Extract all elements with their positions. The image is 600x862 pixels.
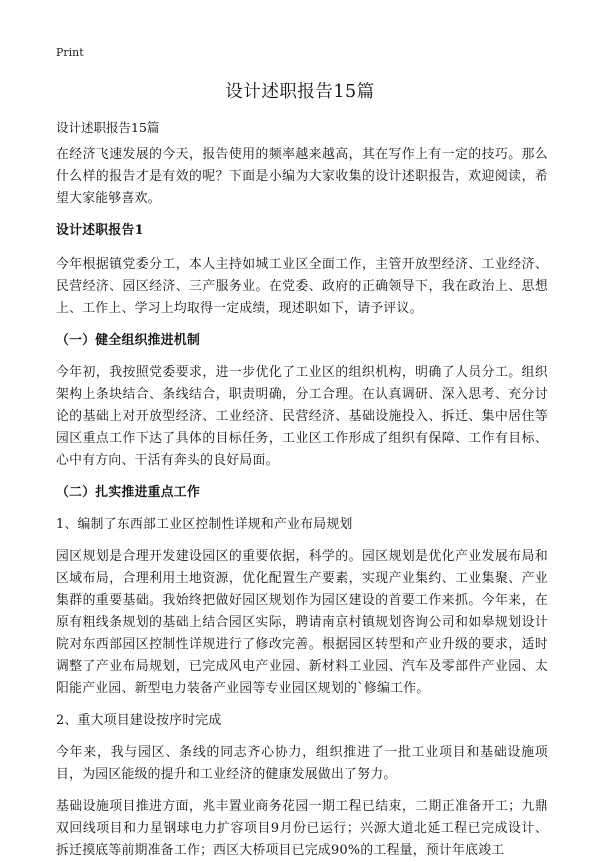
body-paragraph: 今年来，我与园区、条线的同志齐心协力，组织推进了一批工业项目和基础设施项目，为园区能级的提升和工业经济的健康发展做出了努力。	[56, 745, 548, 782]
subsection-heading: （一）健全组织推进机制	[56, 333, 201, 348]
document-body	[56, 144, 548, 862]
body-paragraph: 园区规划是合理开发建设园区的重要依据，科学的。园区规划是优化产业发展布局和区域布局，合理利用土地资源，优化配置生产要素，实现产业集约、工业集聚、产业集群的重要基础。我始终把做好园区规划作为园区建设的首要工作来抓。今年来，在原有粗线条规划的基础上结合园区实际，聘请南京村镇规划咨询公司和如皋规划设计院对东西部园区控制性详规进行了修改完善。根据园区转型和产业升级的要求，适时调整了产业布局规划，已完成风电产业园、新材料工业园、汽车及零部件产业园、太阳能产业园、新型电力装备产业园等专业园区规划的`修编工作。	[56, 549, 548, 696]
body-paragraph: 基础设施项目推进方面，兆丰置业商务花园一期工程已结束，二期正准备开工；九鼎双回线项目和力星钢球电力扩容项目9月份已运行；兴源大道北延工程已完成设计、拆迁摸底等前期准备工作；西区大桥项目已完成90%的工程量，预计年底竣工	[56, 799, 548, 858]
subsection-heading: （二）扎实推进重点工作	[56, 485, 201, 500]
document-subtitle: 设计述职报告15篇	[56, 120, 160, 135]
print-link[interactable]: Print	[56, 46, 84, 59]
section-heading: 设计述职报告1	[56, 223, 144, 238]
intro-paragraph: 在经济飞速发展的今天，报告使用的频率越来越高，其在写作上有一定的技巧。那么什么样的报告才是有效的呢？下面是小编为大家收集的设计述职报告，欢迎阅读，希望大家能够喜欢。	[56, 147, 548, 206]
list-item-title: 2、重大项目建设按序时完成	[56, 713, 222, 728]
page-title: 设计述职报告15篇	[225, 82, 375, 102]
body-paragraph: 今年根据镇党委分工，本人主持如城工业区全面工作，主管开放型经济、工业经济、民营经济、园区经济、三产服务业。在党委、政府的正确领导下，我在政治上、思想上、工作上、学习上均取得一定成绩，现述职如下，请予评议。	[56, 257, 548, 316]
body-paragraph: 今年初，我按照党委要求，进一步优化了工业区的组织机构，明确了人员分工。组织架构上条块结合、条线结合，职责明确，分工合理。在认真调研、深入思考、充分讨论的基础上对开放型经济、工业经济、民营经济、基础设施投入、拆迁、集中居住等园区重点工作下达了具体的目标任务，工业区工作形成了组织有保障、工作有目标、心中有方向、干活有奔头的良好局面。	[56, 365, 548, 468]
list-item-title: 1、编制了东西部工业区控制性详规和产业布局规划	[56, 517, 353, 532]
